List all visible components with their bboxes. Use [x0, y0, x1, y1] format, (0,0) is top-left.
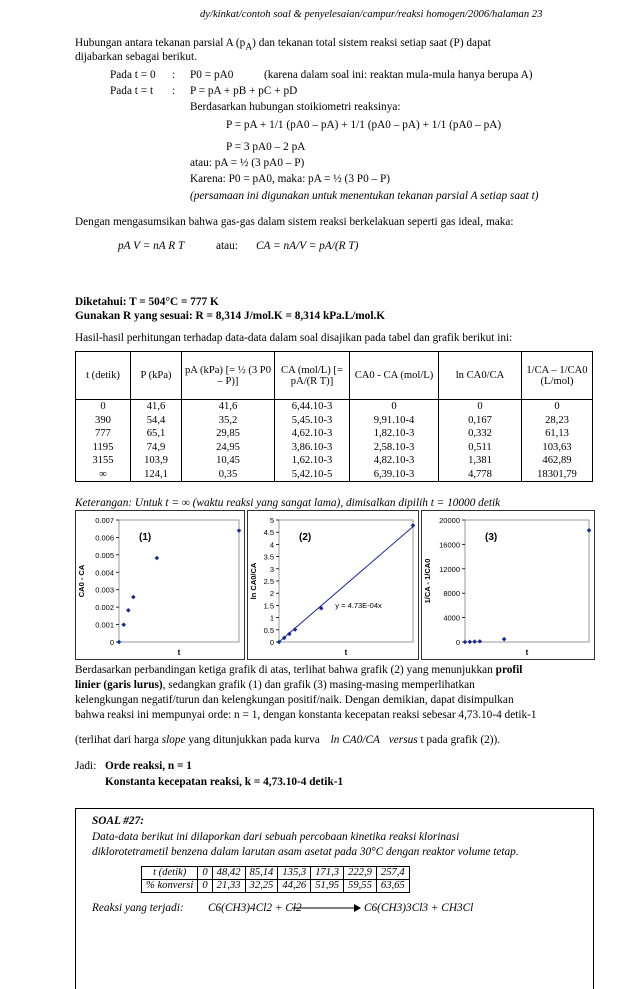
- soal-table-cell: 257,4: [376, 867, 409, 880]
- atau-equation: atau: pA = ½ (3 pA0 – P): [190, 157, 305, 169]
- y-tick-label: 4: [269, 540, 274, 550]
- table-cell: 462,89: [522, 454, 593, 468]
- table-cell: ∞: [76, 468, 131, 482]
- ideal-gas-eq2: CA = nA/V = pA/(R T): [256, 240, 359, 252]
- results-table-header-row: [76, 352, 593, 400]
- table-cell: 54,4: [131, 414, 182, 428]
- y-tick-label: 2: [269, 589, 274, 599]
- chart-title: (1): [139, 532, 152, 543]
- table-cell: 1,381: [439, 454, 522, 468]
- table-cell: 4,82.10-3: [350, 454, 439, 468]
- reaksi-right: C6(CH3)3Cl3 + CH3Cl: [364, 902, 474, 914]
- table-cell: 0,332: [439, 427, 522, 441]
- col-header-pa: pA (kPa) [= ½ (3 P0 – P)]: [182, 352, 275, 400]
- karena-equation: Karena: P0 = pA0, maka: pA = ½ (3 P0 – P): [190, 173, 391, 185]
- y-tick-label: 0: [269, 638, 274, 647]
- soal-table-cell: 85,14: [245, 867, 278, 880]
- stoich-equation: P = pA + 1/1 (pA0 – pA) + 1/1 (pA0 – pA) + 1/1 (pA0 – pA): [226, 119, 502, 131]
- y-tick-label: 12000: [439, 564, 460, 574]
- table-cell: 103,9: [131, 454, 182, 468]
- table-row: [76, 441, 593, 455]
- col-header-ln: ln CA0/CA: [439, 352, 522, 400]
- table-cell: 1,82.10-3: [350, 427, 439, 441]
- t0-note: (karena dalam soal ini: reaktan mula-mula hanya berupa A): [264, 69, 533, 81]
- y-tick-label: 16000: [439, 540, 460, 550]
- x-axis-label: t: [525, 648, 529, 657]
- ideal-gas-eq1: pA V = nA R T: [118, 240, 185, 252]
- soal-table-cell: 222,9: [344, 867, 377, 880]
- col-header-t: t (detik): [76, 352, 131, 400]
- soal-table-cell: 21,33: [212, 880, 245, 893]
- conclusion-ln-term: ln CA0/CA: [330, 734, 380, 746]
- intro-line-2: dijabarkan sebagai berikut.: [75, 51, 198, 63]
- soal-data-table: [141, 866, 410, 893]
- table-cell: 103,63: [522, 441, 593, 455]
- table-cell: 124,1: [131, 468, 182, 482]
- jadi-label: Jadi:: [75, 760, 97, 772]
- intro-line-1: [75, 37, 491, 52]
- col-header-ca0-ca: CA0 - CA (mol/L): [350, 352, 439, 400]
- conclusion-text-1a: Berdasarkan perbandingan ketiga grafik di atas, terlihat bahwa grafik (2) yang menunjukkan: [75, 664, 496, 676]
- y-tick-label: 0: [455, 638, 460, 647]
- table-cell: 0,167: [439, 414, 522, 428]
- t0-colon: :: [172, 69, 176, 81]
- hasil-text: Hasil-hasil perhitungan terhadap data-data dalam soal disajikan pada tabel dan grafik berikut ini:: [75, 332, 513, 344]
- soal-table-cell: 0: [198, 867, 212, 880]
- table-cell: 0: [76, 400, 131, 414]
- col-header-ca: CA (mol/L) [= pA/(R T)]: [275, 352, 350, 400]
- table-cell: 29,85: [182, 427, 275, 441]
- table-row: [76, 454, 593, 468]
- table-cell: 0: [522, 400, 593, 414]
- soal-table-cell: % konversi: [142, 880, 198, 893]
- conclusion-text-5f: t pada grafik (2)).: [417, 734, 501, 746]
- intro-sub: A: [245, 42, 253, 53]
- jadi-orde: Orde reaksi, n = 1: [105, 760, 192, 772]
- soal-row-time: [142, 867, 410, 880]
- y-tick-label: 2.5: [263, 577, 274, 586]
- conclusion-text-5c: yang ditunjukkan pada kurva: [185, 734, 320, 746]
- table-cell: 1195: [76, 441, 131, 455]
- conclusion-text-5a: (terlihat dari harga: [75, 734, 162, 746]
- chart-2: [248, 511, 419, 660]
- conclusion-line-1: [75, 664, 522, 676]
- conclusion-text-2b: , sedangkan grafik (1) dan grafik (3) masing-masing memperlihatkan: [162, 679, 475, 691]
- intro-text-a: Hubungan antara tekanan parsial A (p: [75, 37, 246, 49]
- table-cell: 35,2: [182, 414, 275, 428]
- table-cell: 1,62.10-3: [275, 454, 350, 468]
- table-cell: 0,511: [439, 441, 522, 455]
- table-cell: 4,62.10-3: [275, 427, 350, 441]
- y-tick-label: 0.001: [95, 620, 114, 630]
- trendline-equation: y = 4.73E-04x: [335, 600, 382, 610]
- y-tick-label: 0: [109, 638, 114, 647]
- table-cell: 74,9: [131, 441, 182, 455]
- reaction-arrow-icon: [290, 902, 362, 914]
- ideal-gas-atau: atau:: [216, 240, 238, 252]
- table-cell: 4,778: [439, 468, 522, 482]
- stoich-equation-2: P = 3 pA0 – 2 pA: [226, 141, 306, 153]
- soal-table-cell: t (detik): [142, 867, 198, 880]
- table-cell: 24,95: [182, 441, 275, 455]
- charts-panel: [75, 510, 595, 660]
- y-tick-label: 20000: [439, 516, 460, 525]
- y-tick-label: 3.5: [263, 552, 274, 562]
- table-cell: 0: [439, 400, 522, 414]
- y-tick-label: 3: [269, 564, 274, 574]
- y-axis-label: 1/CA - 1/CA0: [423, 558, 432, 604]
- table-cell: 3155: [76, 454, 131, 468]
- y-tick-label: 0.005: [95, 550, 114, 560]
- table-row: [76, 468, 593, 482]
- table-cell: 41,6: [131, 400, 182, 414]
- soal-title: SOAL #27:: [92, 815, 144, 827]
- table-cell: 3,86.10-3: [275, 441, 350, 455]
- y-tick-label: 1: [269, 613, 274, 623]
- table-cell: 28,23: [522, 414, 593, 428]
- y-tick-label: 0.002: [95, 603, 114, 613]
- y-tick-label: 0.006: [95, 533, 114, 543]
- stoich-intro: Berdasarkan hubungan stoikiometri reaksinya:: [190, 101, 401, 113]
- y-tick-label: 4.5: [263, 528, 274, 538]
- y-axis-label: ln CA0/CA: [249, 562, 258, 600]
- conclusion-line-4: bahwa reaksi ini mempunyai orde: n = 1, dengan konstanta kecepatan reaksi sebesar 4,73.10-4 detik-1: [75, 709, 537, 721]
- conclusion-line-5: [75, 734, 500, 746]
- t0-equation: P0 = pA0: [190, 69, 234, 81]
- table-cell: 0,35: [182, 468, 275, 482]
- y-tick-label: 0.007: [95, 516, 114, 525]
- col-header-p: P (kPa): [131, 352, 182, 400]
- chart-title: (2): [299, 532, 312, 543]
- table-row: [76, 414, 593, 428]
- tt-colon: :: [172, 85, 176, 97]
- table-cell: 65,1: [131, 427, 182, 441]
- soal-line-1: Data-data berikut ini dilaporkan dari sebuah percobaan kinetika reaksi klorinasi: [92, 831, 460, 843]
- table-row: [76, 427, 593, 441]
- table-cell: 2,58.10-3: [350, 441, 439, 455]
- jadi-konstanta: Konstanta kecepatan reaksi, k = 4,73.10-4 detik-1: [105, 776, 344, 788]
- table-cell: 6,44.10-3: [275, 400, 350, 414]
- y-tick-label: 0.5: [263, 625, 274, 635]
- chart-3: [422, 511, 595, 660]
- y-tick-label: 8000: [443, 589, 460, 599]
- conclusion-bold-profil: profil: [495, 664, 523, 676]
- table-cell: 9,91.10-4: [350, 414, 439, 428]
- persamaan-note: (persamaan ini digunakan untuk menentukan tekanan parsial A setiap saat t): [190, 190, 539, 202]
- chart-title: (3): [485, 532, 498, 543]
- table-cell: 5,42.10-5: [275, 468, 350, 482]
- table-cell: 0: [350, 400, 439, 414]
- soal-table-cell: 51,95: [311, 880, 344, 893]
- soal-table-cell: 32,25: [245, 880, 278, 893]
- tt-label: Pada t = t: [110, 85, 154, 97]
- reaksi-left: C6(CH3)4Cl2 + Cl2: [208, 902, 302, 914]
- conclusion-italic-slope: slope: [161, 734, 186, 746]
- tt-equation: P = pA + pB + pC + pD: [190, 85, 298, 97]
- y-axis-label: CA0 - CA: [77, 564, 86, 598]
- soal-table-cell: 59,55: [344, 880, 377, 893]
- y-tick-label: 1.5: [263, 601, 274, 611]
- table-cell: 18301,79: [522, 468, 593, 482]
- conclusion-italic-versus: versus: [388, 734, 418, 746]
- ideal-gas-text: Dengan mengasumsikan bahwa gas-gas dalam sistem reaksi berkelakuan seperti gas ideal, maka:: [75, 216, 514, 228]
- table-cell: 6,39.10-3: [350, 468, 439, 482]
- table-cell: 41,6: [182, 400, 275, 414]
- soal-table-cell: 48,42: [212, 867, 245, 880]
- keterangan-note: Keterangan: Untuk t = ∞ (waktu reaksi yang sangat lama), dimisalkan dipilih t = 10000 detik: [75, 497, 501, 509]
- conclusion-line-2: [75, 679, 475, 691]
- diketahui-line: Diketahui: T = 504°C = 777 K: [75, 296, 219, 308]
- table-cell: 10,45: [182, 454, 275, 468]
- table-cell: 390: [76, 414, 131, 428]
- t0-label: Pada t = 0: [110, 69, 156, 81]
- conclusion-bold-linier: linier (garis lurus): [75, 679, 163, 691]
- chart-1: [76, 511, 245, 660]
- soal-row-konversi: [142, 880, 410, 893]
- reaksi-label: Reaksi yang terjadi:: [92, 902, 184, 914]
- table-row: [76, 400, 593, 414]
- y-tick-label: 0.003: [95, 585, 114, 595]
- gunakan-r-line: Gunakan R yang sesuai: R = 8,314 J/mol.K = 8,314 kPa.L/mol.K: [75, 310, 386, 322]
- soal-table-cell: 135,3: [278, 867, 311, 880]
- x-axis-label: t: [344, 648, 348, 657]
- table-cell: 5,45.10-3: [275, 414, 350, 428]
- soal-table-cell: 0: [198, 880, 212, 893]
- soal-table-cell: 44,26: [278, 880, 311, 893]
- soal-table-cell: 171,3: [311, 867, 344, 880]
- y-tick-label: 0.004: [95, 568, 114, 578]
- soal-line-2: diklorotetrametil benzena dalam larutan asam asetat pada 30°C dengan reaktor volume tetap.: [92, 846, 519, 858]
- x-axis-label: t: [177, 648, 181, 657]
- conclusion-line-3: kelengkungan negatif/turun dan kelengkungan positif/naik. Dengan demikian, dapat disimpulkan: [75, 694, 514, 706]
- soal-table-cell: 63,65: [376, 880, 409, 893]
- col-header-inverse: 1/CA – 1/CA0 (L/mol): [522, 352, 593, 400]
- y-tick-label: 5: [269, 516, 274, 525]
- table-cell: 777: [76, 427, 131, 441]
- results-table: [75, 351, 593, 482]
- chart-frame: [422, 511, 595, 660]
- page-header: dy/kinkat/contoh soal & penyelesaian/campur/reaksi homogen/2006/halaman 23: [200, 9, 543, 20]
- y-tick-label: 4000: [443, 613, 460, 623]
- table-cell: 61,13: [522, 427, 593, 441]
- intro-text-b: ) dan tekanan total sistem reaksi setiap saat (P) dapat: [252, 37, 491, 49]
